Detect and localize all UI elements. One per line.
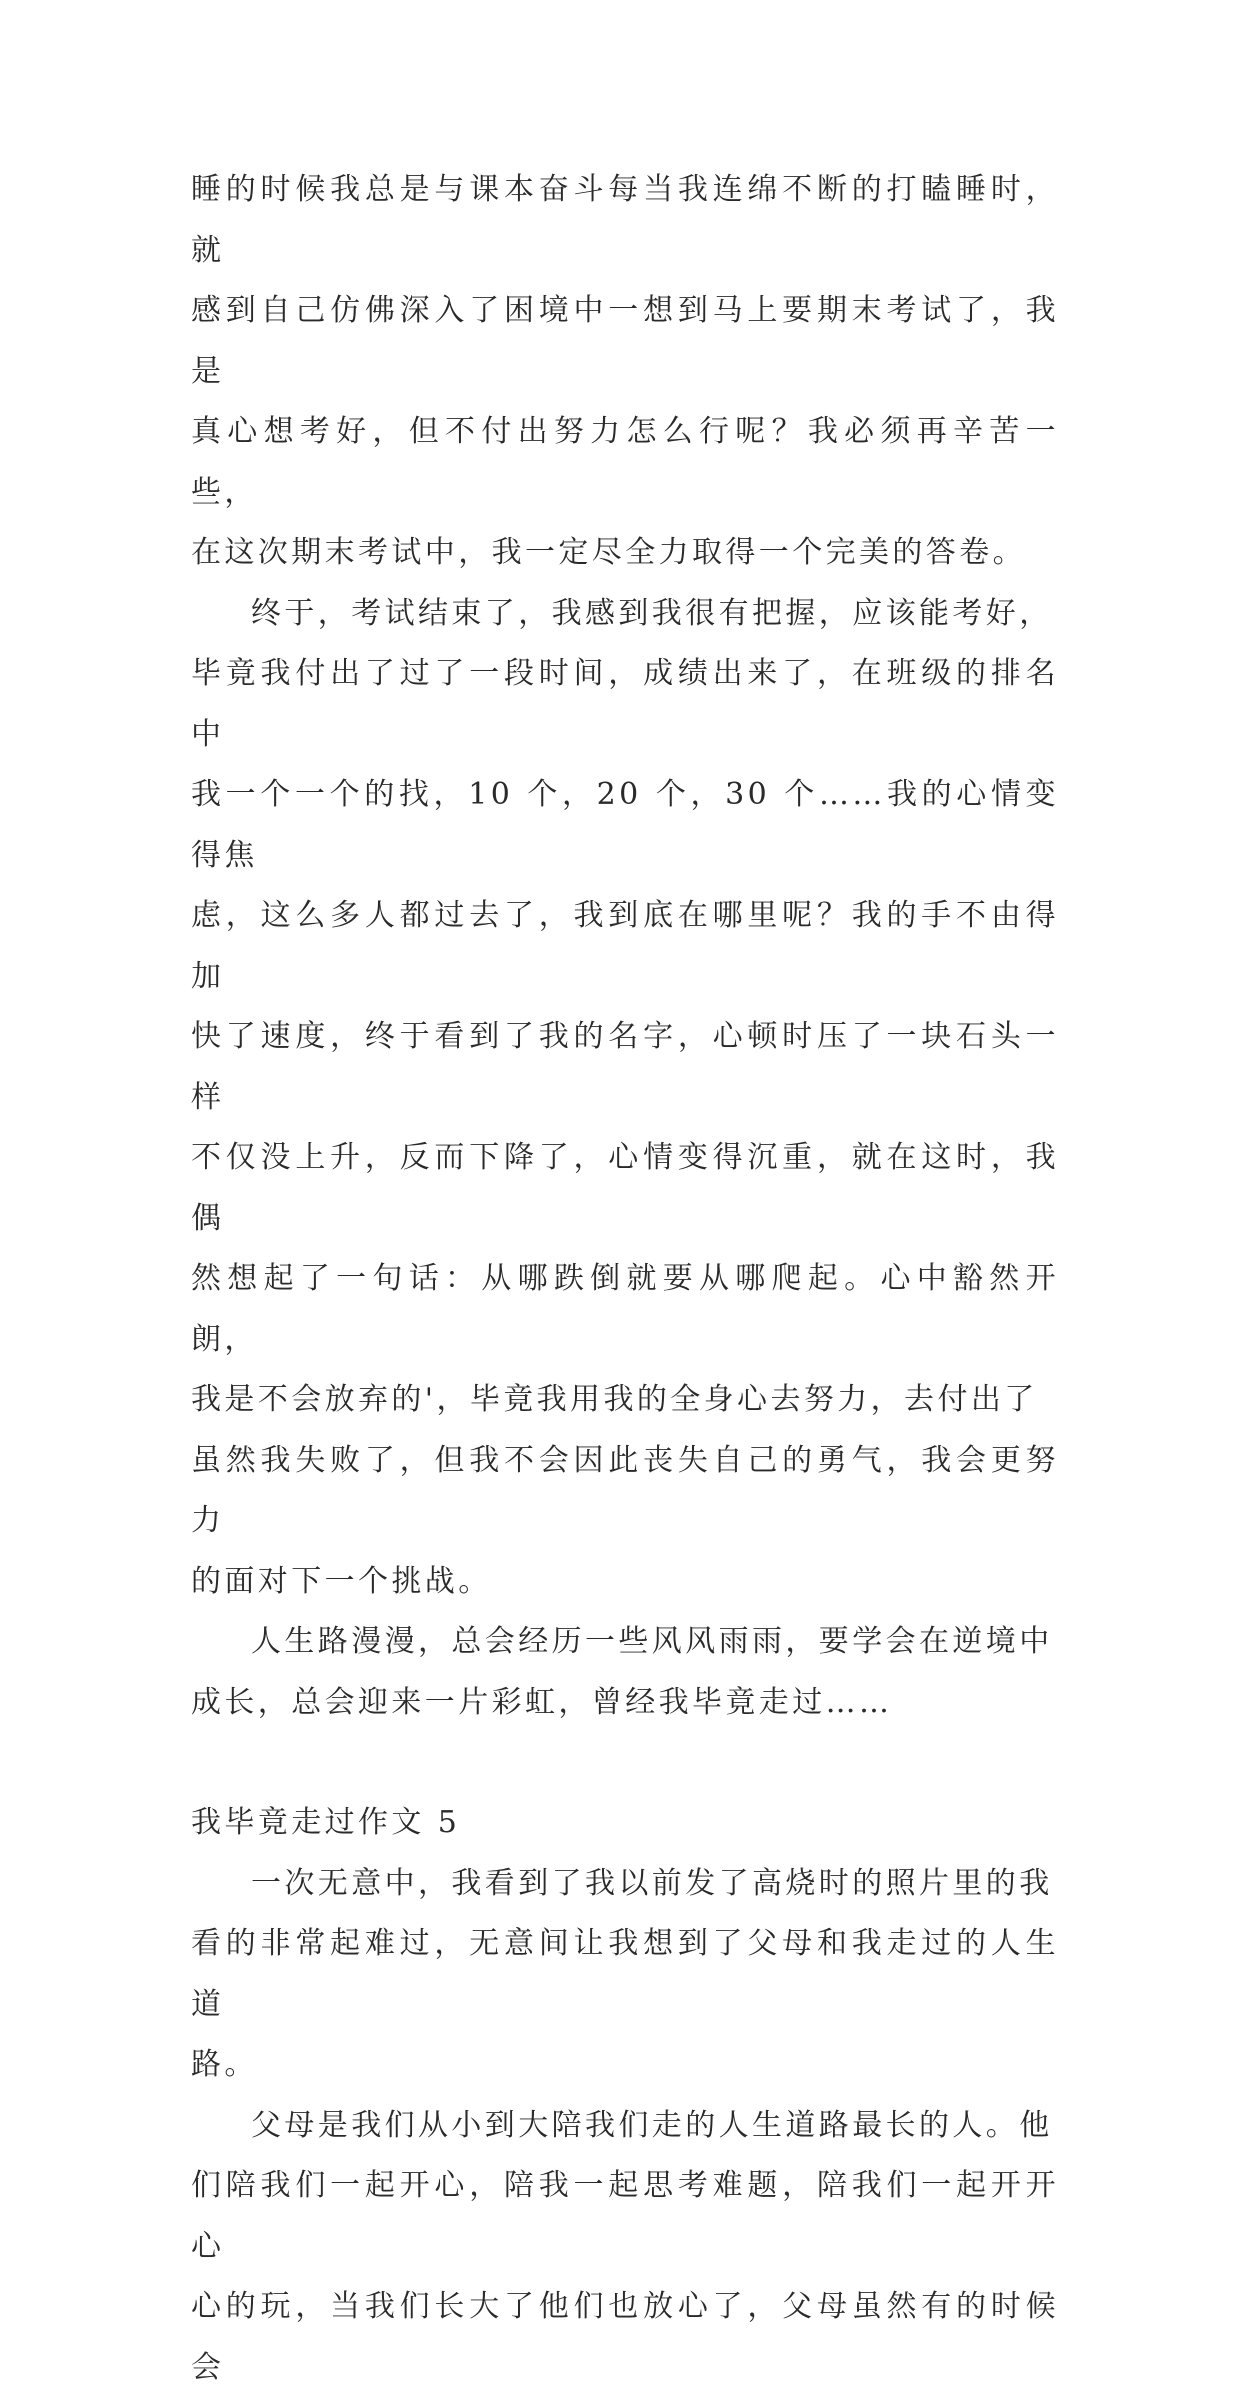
text-line: 路。 (191, 2047, 258, 2082)
text-line: 快了速度，终于看到了我的名字，心顿时压了一块石头一样 (191, 1019, 1059, 1115)
text-line: 人生路漫漫，总会经历一些风风雨雨，要学会在逆境中 (251, 1624, 1053, 1659)
text-line: 睡的时候我总是与课本奋斗每当我连绵不断的打瞌睡时，就 (191, 172, 1059, 268)
text-line: 一次无意中，我看到了我以前发了高烧时的照片里的我 (251, 1866, 1053, 1901)
text-line: 不仅没上升，反而下降了，心情变得沉重，就在这时，我偶 (191, 1140, 1059, 1236)
text-line: 们陪我们一起开心，陪我一起思考难题，陪我们一起开开心 (191, 2168, 1059, 2264)
text-line: 虽然我失败了，但我不会因此丧失自己的勇气，我会更努力 (191, 1443, 1059, 1539)
document-body (191, 160, 1059, 2398)
text-line: 然想起了一句话：从哪跌倒就要从哪爬起。心中豁然开朗， (191, 1261, 1059, 1357)
text-line: 真心想考好，但不付出努力怎么行呢？我必须再辛苦一些， (191, 414, 1059, 510)
text-line: 毕竟我付出了过了一段时间，成绩出来了，在班级的排名中 (191, 656, 1059, 752)
text-line: 终于，考试结束了，我感到我很有把握，应该能考好， (251, 596, 1053, 631)
text-line: 我是不会放弃的'，毕竟我用我的全身心去努力，去付出了 (191, 1382, 1038, 1417)
text-line: 我一个一个的找，10 个，20 个，30 个……我的心情变得焦 (191, 777, 1059, 873)
text-line: 父母是我们从小到大陪我们走的人生道路最长的人。他 (251, 2108, 1053, 2143)
paragraph (191, 2096, 1059, 2398)
paragraph-continued (191, 160, 1059, 584)
paragraph (191, 584, 1059, 1613)
text-line: 的面对下一个挑战。 (191, 1564, 492, 1599)
text-line: 心的玩，当我们长大了他们也放心了，父母虽然有的时候会 (191, 2289, 1059, 2385)
text-line: 看的非常起难过，无意间让我想到了父母和我走过的人生道 (191, 1926, 1059, 2022)
section-title: 我毕竟走过作文 5 (191, 1793, 1059, 1854)
text-line: 感到自己仿佛深入了困境中一想到马上要期末考试了，我是 (191, 293, 1059, 389)
paragraph (191, 1612, 1059, 1733)
paragraph (191, 1854, 1059, 2096)
section-spacer (191, 1733, 1059, 1793)
text-line: 在这次期末考试中，我一定尽全力取得一个完美的答卷。 (191, 535, 1026, 570)
text-line: 虑，这么多人都过去了，我到底在哪里呢？我的手不由得加 (191, 898, 1059, 994)
text-line: 成长，总会迎来一片彩虹，曾经我毕竟走过…… (191, 1685, 892, 1720)
